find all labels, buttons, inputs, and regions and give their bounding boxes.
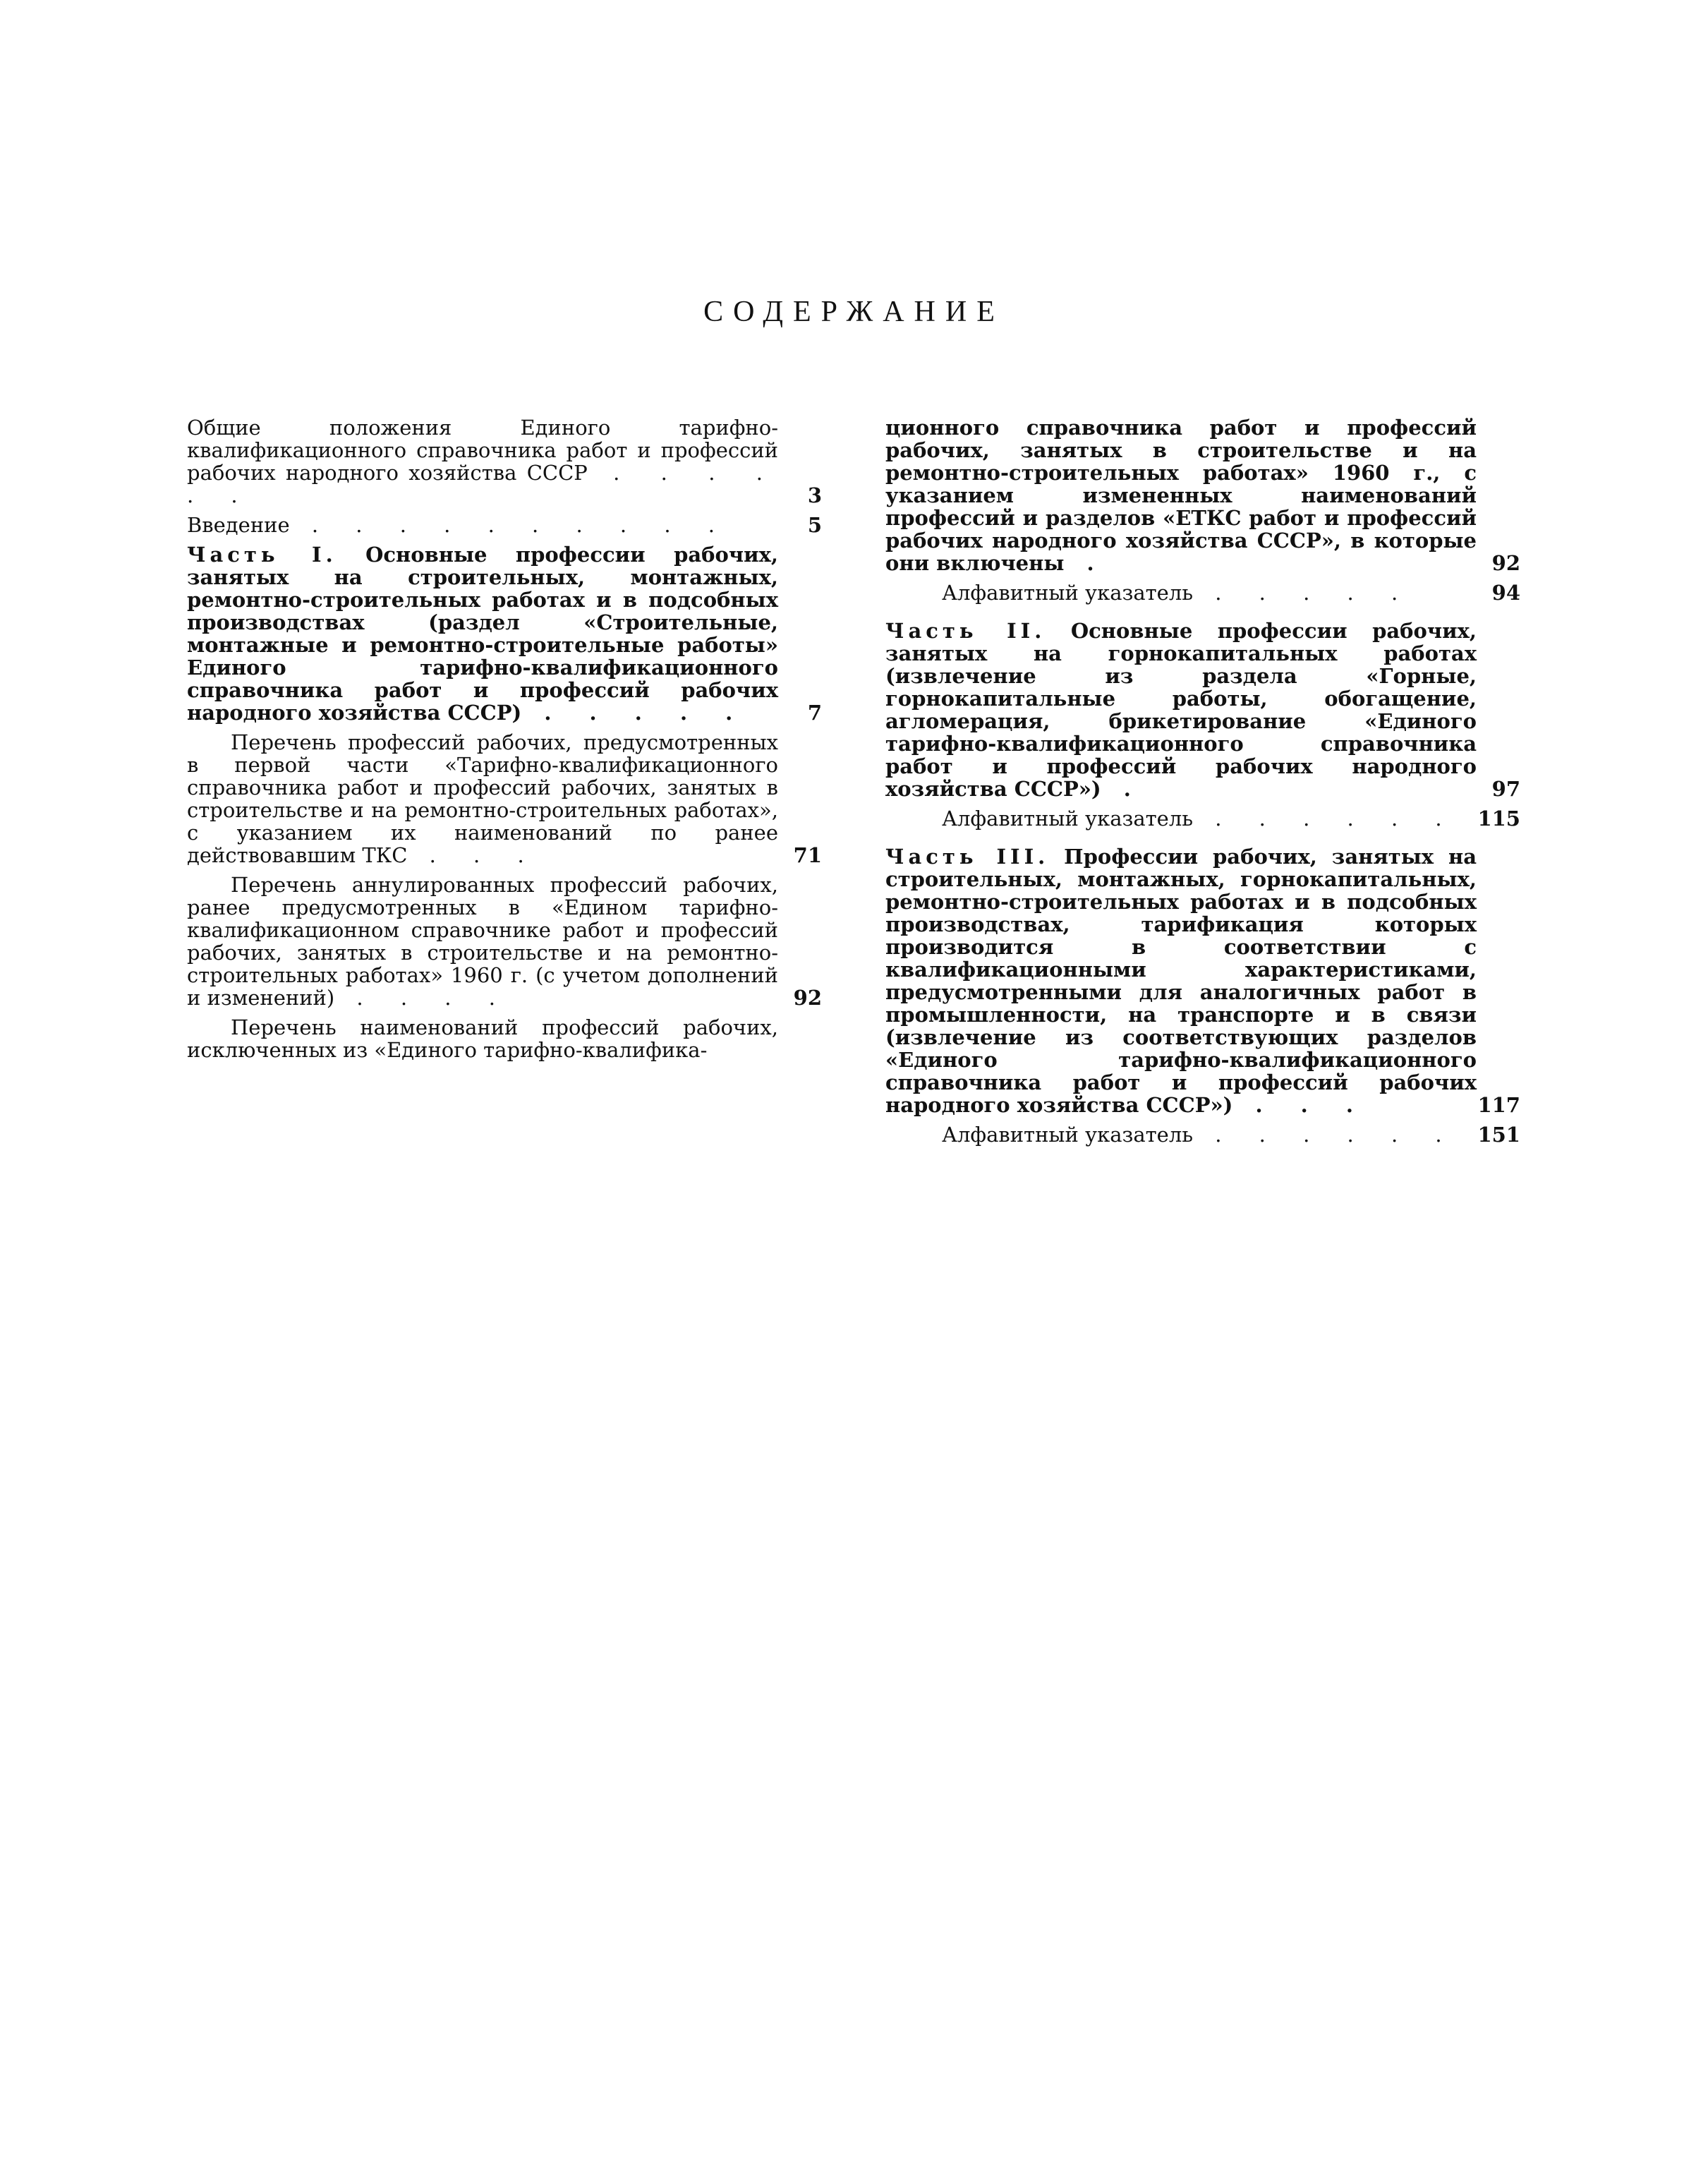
- toc-part-label: Часть II.: [885, 619, 1046, 643]
- toc-page-number: 92: [1491, 551, 1520, 575]
- toc-leader-dots: .: [1101, 777, 1146, 801]
- toc-page-number: 115: [1477, 807, 1520, 831]
- toc-entry-text: Профессии рабочих, занятых на строительных, монтажных, горнокапитальных, ремонтно-строительных работах и в подсобных производствах, тарификация которых производится в соответствии с квалификационными характеристиками, предусмотренными для аналогичных работ в промышленности, на транспорте и в связи (извлечение из соответствующих разделов «Единого тарифно-квалификационного справочника работ и профессий рабочих народного хозяйства СССР»): [885, 845, 1477, 1117]
- toc-page-number: 71: [793, 843, 822, 867]
- toc-entry-text: Алфавитный указатель: [942, 807, 1194, 831]
- toc-entry-text: Алфавитный указатель: [942, 1123, 1194, 1147]
- toc-leader-dots: .: [1064, 551, 1110, 575]
- toc-entry-part-1: [187, 543, 822, 724]
- toc-leader-dots: . . .: [407, 843, 540, 867]
- toc-page-number: 94: [1491, 581, 1520, 605]
- toc-page-number: 3: [807, 483, 822, 507]
- toc-entry-list-excluded: [187, 1016, 822, 1061]
- page-title: СОДЕРЖАНИЕ: [703, 296, 1005, 328]
- toc-entry-text: ционного справочника работ и профессий рабочих, занятых в строительстве и на ремонтно-строительных работах» 1960 г., с указанием измененных наименований профессий и разделов «ЕТКС работ и профессий рабочих народного хозяйства СССР», в которые они включены: [885, 416, 1477, 575]
- toc-part-label: Часть III.: [885, 845, 1050, 869]
- toc-entry-index-3: [885, 1123, 1520, 1146]
- toc-entry-text: Введение: [187, 513, 290, 537]
- toc-entry-text: Перечень профессий рабочих, предусмотренных в первой части «Тарифно-квалификационного справочника работ и профессий рабочих, занятых в строительстве и на ремонтно-строительных работах», с указанием их наименований по ранее действовавшим ТКС: [187, 730, 778, 867]
- toc-leader-dots: . . .: [1232, 1093, 1369, 1117]
- toc-entry-text: Перечень наименований профессий рабочих, исключенных из «Единого тарифно-квалифика-: [187, 1015, 778, 1062]
- toc-part-label: Часть I.: [187, 543, 337, 567]
- toc-entry-general: [187, 416, 822, 507]
- toc-entry-list-excluded-continued: [885, 416, 1520, 574]
- toc-entry-list-professions: [187, 731, 822, 867]
- toc-leader-dots: . . . . .: [521, 701, 749, 725]
- toc-leader-dots: . . . . . .: [1193, 807, 1458, 831]
- toc-entry-index-1: [885, 581, 1520, 604]
- toc-entry-text: Алфавитный указатель: [942, 581, 1194, 605]
- toc-entry-index-2: [885, 807, 1520, 830]
- toc-leader-dots: . . . . .: [1193, 581, 1414, 605]
- toc-left-column: [187, 416, 822, 1061]
- toc-entry-part-2: [885, 620, 1520, 800]
- toc-page-number: 151: [1477, 1123, 1520, 1147]
- toc-leader-dots: . . . . . . . . . .: [289, 513, 731, 537]
- toc-right-column: [885, 416, 1520, 1146]
- toc-leader-dots: . . . .: [334, 986, 511, 1010]
- toc-entry-text: Основные профессии рабочих, занятых на строительных, монтажных, ремонтно-строительных работах и в подсобных производствах (раздел «Строительные, монтажные и ремонтно-строительные работы» Единого тарифно-квалификационного справочника работ и профессий рабочих народного хозяйства СССР): [187, 543, 778, 725]
- toc-page-number: 7: [807, 701, 822, 725]
- toc-leader-dots: . . . . . .: [187, 461, 778, 507]
- toc-entry-text: Основные профессии рабочих, занятых на горнокапитальных работах (извлечение из раздела «Горные, горнокапитальные работы, обогащение, агломерация, брикетирование «Единого тарифно-квалификационного справочника работ и профессий рабочих народного хозяйства СССР»): [885, 619, 1477, 801]
- toc-page-number: 117: [1477, 1093, 1520, 1117]
- toc-entry-intro: [187, 514, 822, 536]
- toc-entry-part-3: [885, 845, 1520, 1116]
- toc-entry-list-annulled: [187, 874, 822, 1009]
- toc-page-number: 97: [1491, 777, 1520, 801]
- toc-page-number: 5: [807, 513, 822, 537]
- toc-entry-text: Общие положения Единого тарифно-квалификационного справочника работ и профессий рабочих народного хозяйства СССР: [187, 416, 778, 485]
- toc-entry-text: Перечень аннулированных профессий рабочих, ранее предусмотренных в «Едином тарифно-квалификационном справочнике работ и профессий рабочих, занятых в строительстве и на ремонтно-строительных работах» 1960 г. (с учетом дополнений и изменений): [187, 873, 778, 1010]
- toc-page-number: 92: [793, 986, 822, 1010]
- toc-leader-dots: . . . . . .: [1193, 1123, 1458, 1147]
